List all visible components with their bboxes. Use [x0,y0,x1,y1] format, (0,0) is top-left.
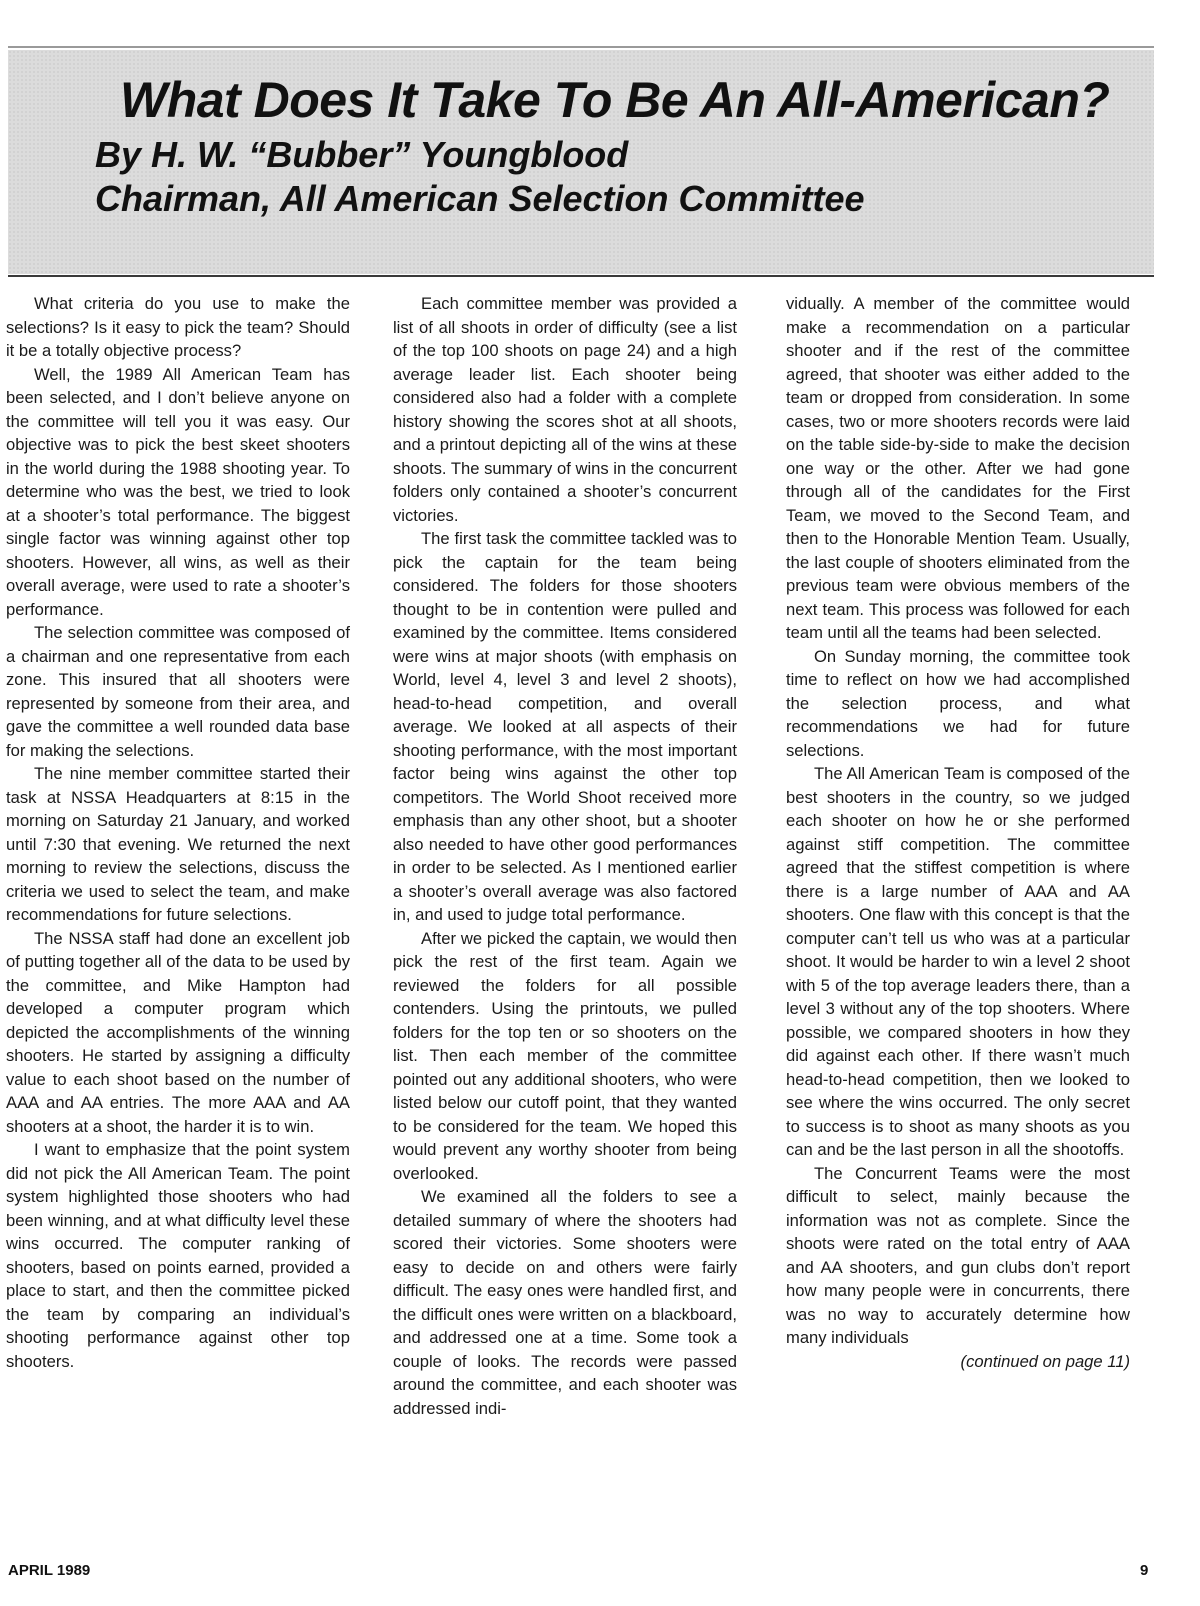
page-number: 9 [1140,1562,1149,1579]
article-body [0,292,1200,1522]
paragraph: The Concurrent Teams were the most difficult to select, mainly because the information was not as complete. Since the shoots were rated on the total entry of AAA and AA shooters, and gun clubs don’t report how many people were in concurrents, there was no way to accurately determine how many individuals [786,1163,1130,1347]
paragraph: The All American Team is composed of the best shooters in the country, so we judged each shooter on how he or she performed against stiff competition. The committee agreed that the stiffest competition is where there is a large number of AAA and AA shooters. One flaw with this concept is that the computer can’t tell us who was at a particular shoot. It would be harder to win a level 2 shoot with 5 of the top average leaders there, than a level 3 without any of the top shooters. Where possible, we compared shooters in how they did against each other. If there wasn’t much head-to-head competition, then we looked to see where the wins occurred. The only secret to success is to shoot as many shoots as you can and be the last person in all the shootoffs. [786,764,1130,1159]
article-byline-role: Chairman, All American Selection Committee [95,178,865,219]
paragraph: The nine member committee started their task at NSSA Headquarters at 8:15 in the morning on Saturday 21 January, and worked until 7:30 that evening. We returned the next morning to review the selections, discuss the criteria we used to select the team, and make recommendations for future selections. [6,764,350,924]
paragraph: Each committee member was provided a list of all shoots in order of difficulty (see a list of the top 100 shoots on page 24) and a high average leader list. Each shooter being considered also had a folder with a complete history showing the scores shot at all shoots, and a printout depicting all of the wins at these shoots. The summary of wins in the concurrent folders only contained a shooter’s concurrent victories. [393,294,737,525]
paragraph: The selection committee was composed of a chairman and one representative from each zone. This insured that all shooters were represented by someone from their area, and gave the committee a well rounded data base for making the selections. [6,623,350,760]
paragraph: On Sunday morning, the committee took time to reflect on how we had accomplished the selection process, and what recommendations we had for future selections. [786,646,1130,760]
paragraph: After we picked the captain, we would then pick the rest of the first team. Again we reviewed the folders for all possible contenders. Using the printouts, we pulled folders for the top ten or so shooters on the list. Then each member of the committee pointed out any additional shooters, who were listed below our cutoff point, that they wanted to be considered for the team. We hoped this would prevent any worthy shooter from being overlooked. [393,928,737,1183]
banner-bottom-rule [8,275,1154,277]
top-rule [8,46,1154,48]
continued-note: (continued on page 11) [960,1351,1130,1371]
paragraph: vidually. A member of the committee would make a recommendation on a particular shooter and if the rest of the committee agreed, that shooter was either added to the team or dropped from consideration. In some cases, two or more shooters records were laid on the table side-by-side to make the decision one way or the other. After we had gone through all of the candidates for the First Team, we moved to the Second Team, and then to the Honorable Mention Team. Usually, the last couple of shooters eliminated from the previous team were obvious members of the next team. This process was followed for each team until all the teams had been selected. [786,294,1130,642]
text-column-1 [6,292,350,1373]
paragraph: Well, the 1989 All American Team has been selected, and I don’t believe anyone on the committee will tell you it was easy. Our objective was to pick the best skeet shooters in the world during the 1988 shooting year. To determine who was the best, we tried to look at a shooter’s total performance. The biggest single factor was winning against other top shooters. However, all wins, as well as their overall average, were used to rate a shooter’s performance. [6,364,350,619]
article-byline: By H. W. “Bubber” Youngblood [95,134,629,175]
paragraph: I want to emphasize that the point system did not pick the All American Team. The point system highlighted those shooters who had been winning, and at what difficulty level these wins occurred. The computer ranking of shooters, based on points earned, provided a place to start, and then the committee picked the team by comparing an individual’s shooting performance against other top shooters. [6,1140,350,1371]
paragraph: What criteria do you use to make the selections? Is it easy to pick the team? Should it be a totally objective process? [6,294,350,360]
article-title: What Does It Take To Be An All-American? [120,72,1110,128]
paragraph: The NSSA staff had done an excellent job of putting together all of the data to be used by the committee, and Mike Hampton had developed a computer program which depicted the accomplishments of the winning shooters. He started by assigning a difficulty value to each shoot based on the number of AAA and AA entries. The more AAA and AA shooters at a shoot, the harder it is to win. [6,928,350,1136]
text-column-2 [393,292,737,1420]
text-column-3 [786,292,1130,1373]
paragraph: The first task the committee tackled was to pick the captain for the team being considered. The folders for those shooters thought to be in contention were pulled and examined by the committee. Items considered were wins at major shoots (with emphasis on World, level 4, level 3 and level 2 shoots), head-to-head competition, and overall average. We looked at all aspects of their shooting performance, with the most important factor being wins against the other top competitors. The World Shoot received more emphasis than any other shoot, but a shooter also needed to have other good performances in order to be selected. As I mentioned earlier a shooter’s overall average was also factored in, and used to judge total performance. [393,529,737,924]
issue-date: APRIL 1989 [8,1562,91,1579]
paragraph: We examined all the folders to see a detailed summary of where the shooters had scored their victories. Some shooters were easy to decide on and others were fairly difficult. The easy ones were handled first, and the difficult ones were written on a blackboard, and addressed one at a time. Some took a couple of looks. The records were passed around the committee, and each shooter was addressed indi- [393,1187,737,1418]
